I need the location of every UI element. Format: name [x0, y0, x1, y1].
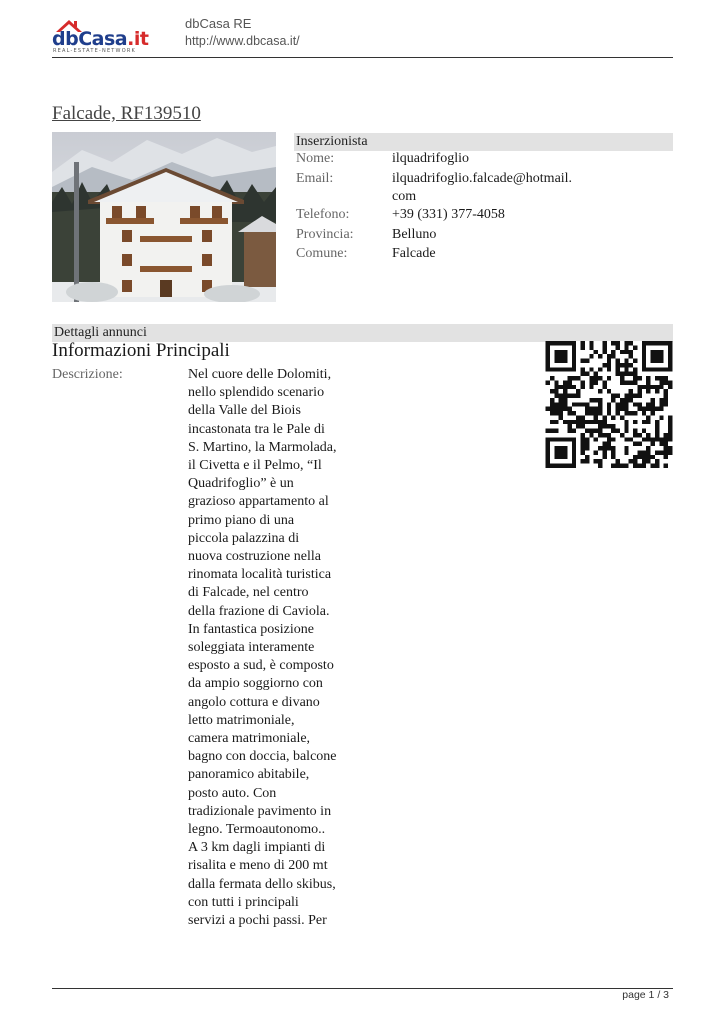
description-line: piccola palazzina di [188, 530, 300, 546]
main-info-heading: Informazioni Principali [52, 340, 230, 361]
description-line: di Falcade, nel centro [188, 585, 309, 601]
site-name: dbCasa RE [185, 16, 252, 31]
site-url-link[interactable]: http://www.dbcasa.it/ [185, 34, 300, 48]
description-line: angolo cottura e divano [188, 694, 320, 710]
advertiser-name-value: ilquadrifoglio [392, 151, 469, 166]
description-line: soleggiata interamente [188, 640, 315, 656]
advertiser-section-label: Inserzionista [296, 134, 368, 149]
advertiser-phone-label: Telefono: [296, 207, 350, 222]
description-line: A 3 km dagli impianti di [188, 840, 326, 856]
advertiser-phone-value: +39 (331) 377-4058 [392, 207, 505, 222]
listing-title-link[interactable]: Falcade, RF139510 [52, 103, 201, 124]
advertiser-province-label: Provincia: [296, 227, 354, 242]
description-line: servizi a pochi passi. Per [188, 913, 327, 929]
description-line: nello splendido scenario [188, 385, 325, 401]
description-line: dalla fermata dello skibus, [188, 876, 336, 892]
description-line: In fantastica posizione [188, 621, 314, 637]
description-line: della Valle del Biois [188, 403, 301, 419]
dbcasa-logo[interactable] [52, 18, 164, 54]
page-indicator: page 1 / 3 [622, 989, 669, 1001]
description-line: Quadrifoglio” è un [188, 476, 294, 492]
description-line: della frazione di Caviola. [188, 603, 330, 619]
description-line: esposto a sud, è composto [188, 658, 334, 674]
description-line: il Civetta e il Pelmo, “Il [188, 458, 322, 474]
logo-wordmark: dbCasa.it [52, 28, 149, 50]
description-line: letto matrimoniale, [188, 712, 295, 728]
qr-code [545, 341, 673, 468]
description-line: legno. Termoautonomo.. [188, 822, 326, 838]
description-text [188, 366, 348, 930]
description-line: da ampio soggiorno con [188, 676, 323, 692]
description-line: S. Martino, la Marmolada, [188, 439, 337, 455]
description-line: primo piano di una [188, 512, 295, 528]
advertiser-email-label: Email: [296, 171, 334, 186]
advertiser-town-label: Comune: [296, 246, 348, 261]
description-line: bagno con doccia, balcone [188, 749, 337, 765]
header-divider [52, 57, 673, 58]
description-line: tradizionale pavimento in [188, 803, 332, 819]
description-line: grazioso appartamento al [188, 494, 329, 510]
advertiser-email-value-cont[interactable]: com [392, 189, 417, 204]
details-section-label: Dettagli annunci [54, 325, 147, 340]
description-line: rinomata località turistica [188, 567, 332, 583]
description-line: con tutti i principali [188, 894, 299, 910]
property-photo [52, 132, 276, 302]
advertiser-province-value: Belluno [392, 227, 437, 242]
description-line: nuova costruzione nella [188, 549, 321, 565]
description-line: incastonata tra le Pale di [188, 421, 325, 437]
description-line: posto auto. Con [188, 785, 277, 801]
advertiser-town-value: Falcade [392, 246, 436, 261]
description-line: risalita e meno di 200 mt [188, 858, 328, 874]
logo-tagline: REAL-ESTATE-NETWORK [53, 48, 136, 54]
footer-divider [52, 988, 673, 989]
advertiser-email-value[interactable]: ilquadrifoglio.falcade@hotmail. [392, 171, 573, 186]
description-line: Nel cuore delle Dolomiti, [188, 367, 332, 382]
description-label: Descrizione: [52, 367, 123, 382]
advertiser-name-label: Nome: [296, 151, 335, 166]
description-line: panoramico abitabile, [188, 767, 310, 783]
description-line: camera matrimoniale, [188, 731, 311, 747]
advertiser-section-band [294, 133, 673, 151]
